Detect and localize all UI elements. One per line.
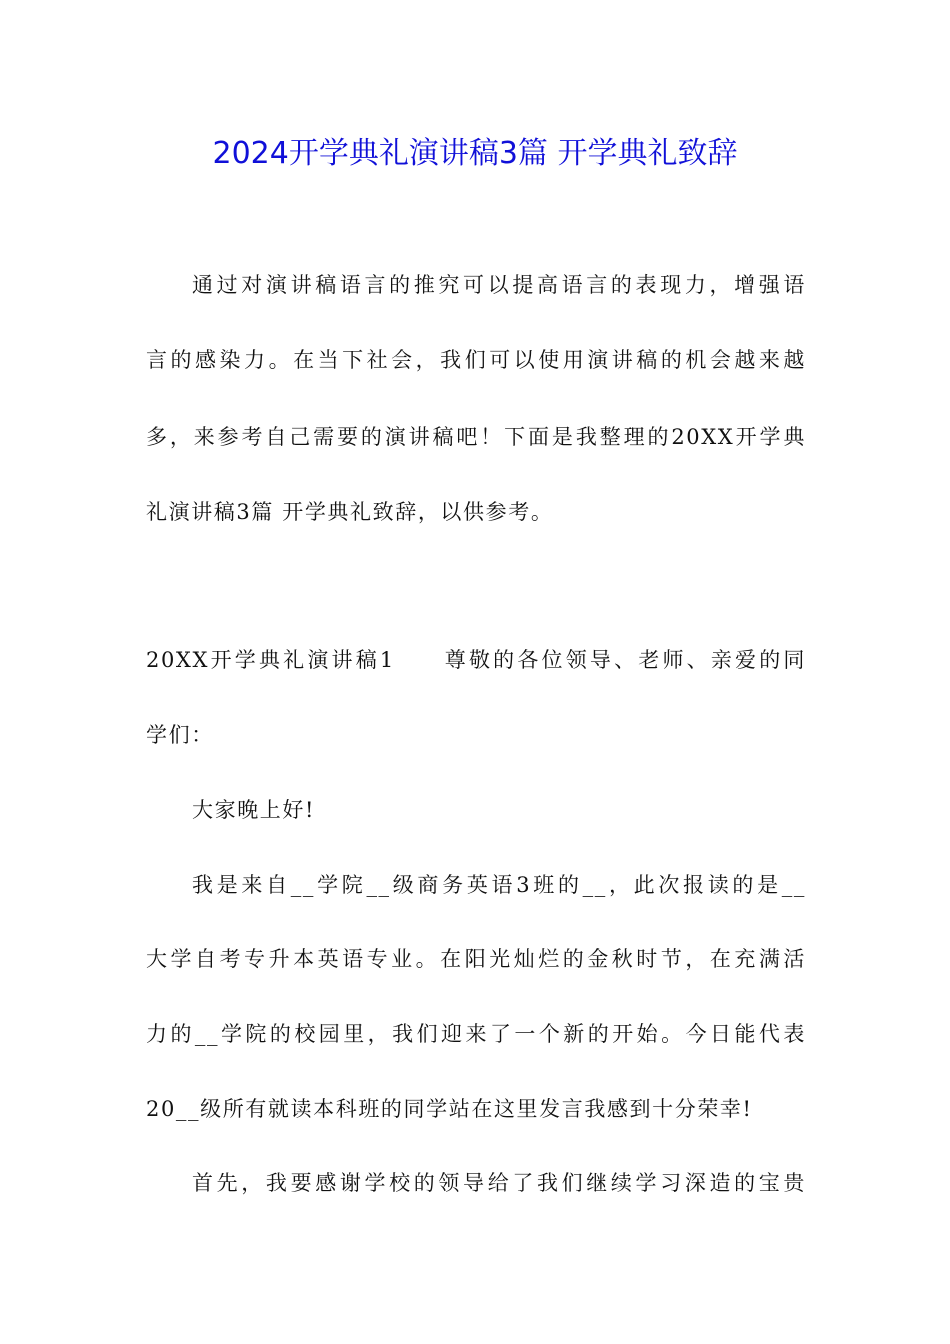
para1-line-4: 20__级所有就读本科班的同学站在这里发言我感到十分荣幸! <box>146 1097 753 1121</box>
intro-line-2: 言的感染力。在当下社会，我们可以使用演讲稿的机会越来越 <box>146 348 806 372</box>
intro-line-4: 礼演讲稿3篇 开学典礼致辞，以供参考。 <box>146 500 554 524</box>
speech1-heading-line: 20XX开学典礼演讲稿1 尊敬的各位领导、老师、亲爱的同 <box>146 648 806 672</box>
document-title: 2024开学典礼演讲稿3篇 开学典礼致辞 <box>212 136 738 171</box>
speech1-heading-cont: 学们： <box>146 723 214 747</box>
intro-line-3: 多，来参考自己需要的演讲稿吧！下面是我整理的20XX开学典 <box>146 425 806 449</box>
intro-line-1: 通过对演讲稿语言的推究可以提高语言的表现力，增强语 <box>192 273 806 297</box>
para1-line-1: 我是来自__学院__级商务英语3班的__，此次报读的是__ <box>192 873 806 897</box>
para2-line-1: 首先，我要感谢学校的领导给了我们继续学习深造的宝贵 <box>192 1171 806 1195</box>
greeting-line: 大家晚上好! <box>192 798 316 822</box>
para1-line-2: 大学自考专升本英语专业。在阳光灿烂的金秋时节，在充满活 <box>146 947 806 971</box>
para1-line-3: 力的__学院的校园里，我们迎来了一个新的开始。今日能代表 <box>146 1022 806 1046</box>
